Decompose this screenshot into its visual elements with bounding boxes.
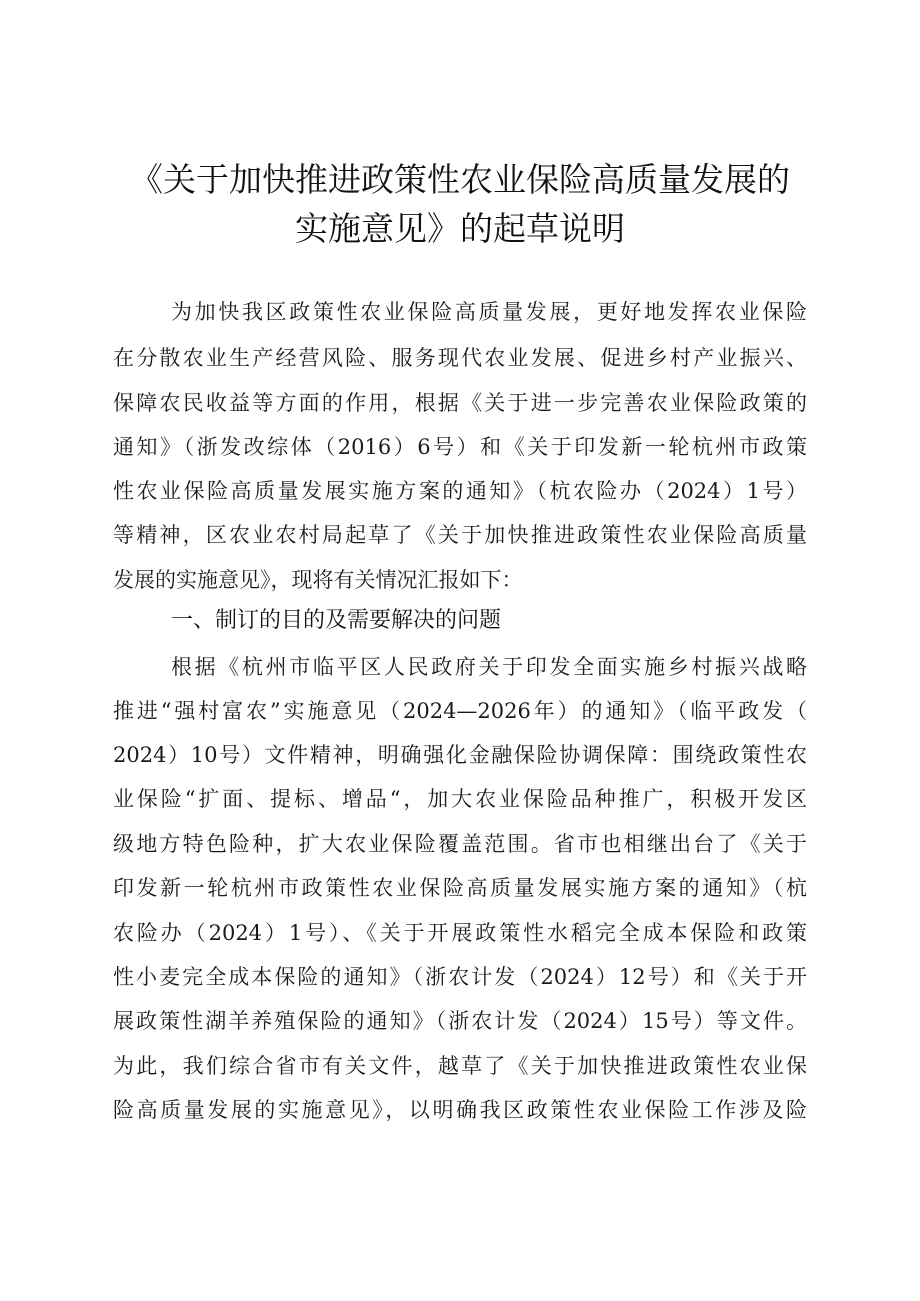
paragraph-2-line-5: 级地方特色险种，扩大农业保险覆盖范围。省市也相继出台了《关于 bbox=[113, 832, 807, 856]
paragraph-1-line-3: 保障农民收益等方面的作用，根据《关于进一步完善农业保险政策的 bbox=[113, 391, 807, 415]
paragraph-2-line-11: 险高质量发展的实施意见》，以明确我区政策性农业保险工作涉及险 bbox=[113, 1098, 807, 1122]
paragraph-1-line-6: 等精神，区农业农村局起草了《关于加快推进政策性农业保险高质量 bbox=[113, 523, 807, 547]
paragraph-2-line-10: 为此，我们综合省市有关文件，越草了《关于加快推进政策性农业保 bbox=[113, 1054, 807, 1078]
document-title-line-2: 实施意见》的起草说明 bbox=[295, 209, 625, 248]
paragraph-2-line-6: 印发新一轮杭州市政策性农业保险高质量发展实施方案的通知》（杭 bbox=[113, 876, 807, 900]
paragraph-2-line-9: 展政策性湖羊养殖保险的通知》（浙农计发（2024）15号）等文件。 bbox=[113, 1009, 807, 1033]
paragraph-1-line-4: 通知》（浙发改综体（2016）6号）和《关于印发新一轮杭州市政策 bbox=[113, 435, 807, 459]
paragraph-2-line-2: 推进“强村富农”实施意见（2024—2026年）的通知》（临平政发（ bbox=[113, 699, 807, 723]
paragraph-2-line-3: 2024）10号）文件精神，明确强化金融保险协调保障：围绕政策性农 bbox=[113, 743, 807, 767]
paragraph-2-line-4: 业保险“扩面、提标、增品“，加大农业保险品种推广，积极开发区 bbox=[113, 787, 807, 811]
section-1-heading: 一、制订的目的及需要解决的问题 bbox=[171, 608, 502, 633]
paragraph-2-line-1: 根据《杭州市临平区人民政府关于印发全面实施乡村振兴战略 bbox=[171, 655, 807, 679]
paragraph-2-line-7: 农险办（2024）1号）、《关于开展政策性水稻完全成本保险和政策 bbox=[113, 921, 807, 945]
paragraph-2-line-8: 性小麦完全成本保险的通知》（浙农计发（2024）12号）和《关于开 bbox=[113, 965, 807, 989]
paragraph-1-line-7: 发展的实施意见》，现将有关情况汇报如下： bbox=[113, 568, 523, 592]
document-title-line-1: 《关于加快推进政策性农业保险高质量发展的 bbox=[130, 160, 790, 199]
paragraph-1-line-2: 在分散农业生产经营风险、服务现代农业发展、促进乡村产业振兴、 bbox=[113, 346, 807, 370]
paragraph-1-line-5: 性农业保险高质量发展实施方案的通知》（杭农险办（2024）1号） bbox=[113, 479, 807, 503]
paragraph-1-line-1: 为加快我区政策性农业保险高质量发展，更好地发挥农业保险 bbox=[171, 300, 807, 324]
